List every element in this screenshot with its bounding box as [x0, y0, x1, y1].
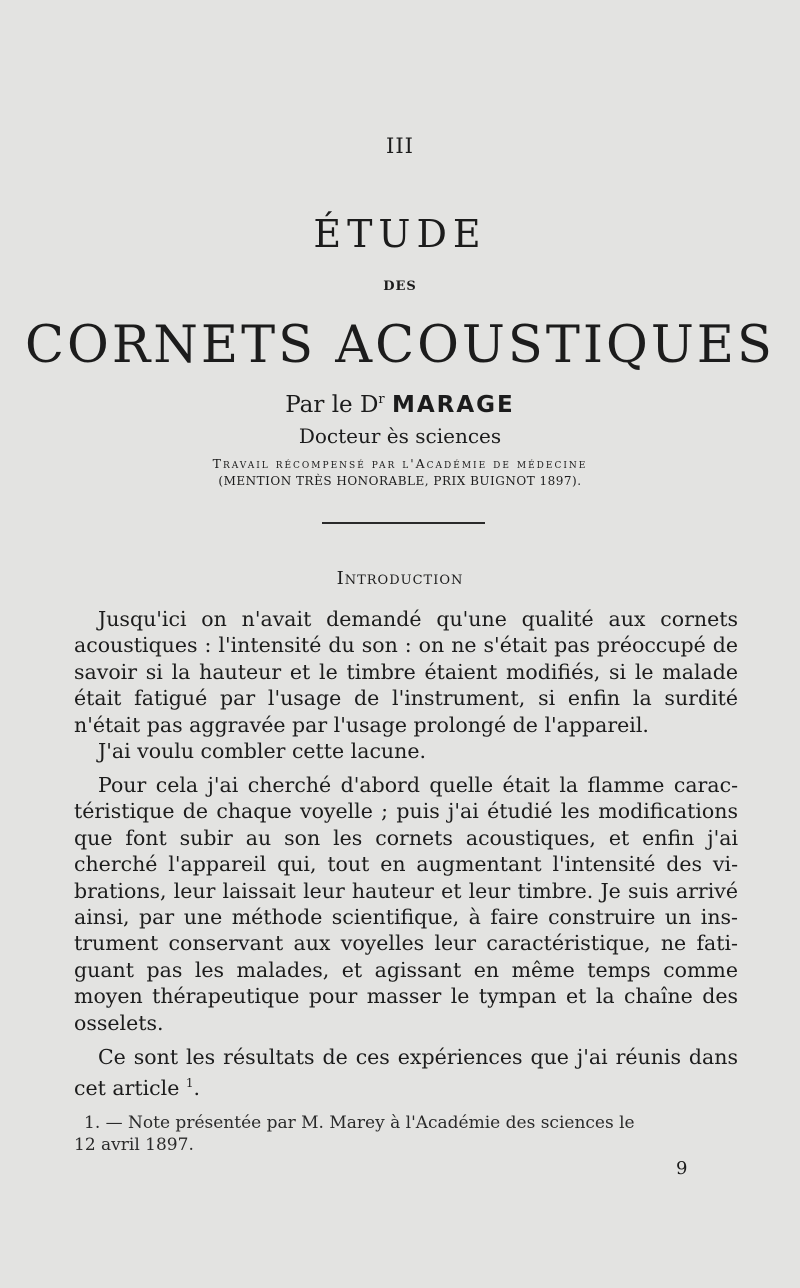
text-line: savoir si la hauteur et le timbre étaient modifiés, si le malade — [74, 659, 738, 684]
section-title: Introduction — [336, 568, 464, 589]
text-line: téristique de chaque voyelle ; puis j'ai étudié les modifications — [74, 799, 738, 824]
text-line: n'était pas aggravée par l'usage prolongé de l'appareil. — [74, 712, 649, 737]
title-line-2: CORNETS ACOUSTIQUES — [25, 316, 775, 375]
author-name: MARAGE — [391, 392, 515, 418]
text-line: J'ai voulu combler cette lacune. — [98, 739, 426, 763]
author-byline — [0, 392, 800, 418]
text-line: osselets. — [74, 1010, 164, 1035]
paragraph-3 — [74, 772, 738, 1036]
author-degree: Docteur ès sciences — [298, 424, 502, 448]
text-line: Ce sont les résultats de ces expériences que j'ai réunis dans — [98, 1045, 738, 1069]
paragraph-2 — [74, 738, 738, 764]
text-line: moyen thérapeutique pour masser le tympan et la chaîne des — [74, 984, 738, 1009]
chapter-number: III — [386, 134, 414, 158]
footnote-reference: 1 — [185, 1076, 194, 1091]
footnote-line-1: 1. — Note présentée par M. Marey à l'Académie des sciences le — [84, 1113, 635, 1133]
text-line: ainsi, par une méthode scientifique, à faire construire un ins- — [74, 905, 738, 930]
paragraph-1 — [74, 606, 738, 738]
footnote-line-2: 12 avril 1897. — [74, 1135, 194, 1155]
text-line: cherché l'appareil qui, tout en augmentant l'intensité des vi- — [74, 852, 738, 877]
award-detail: (MENTION TRÈS HONORABLE, PRIX BUIGNOT 1897). — [218, 474, 582, 488]
text-line: que font subir au son les cornets acoustiques, et enfin j'ai — [74, 825, 738, 850]
text-line: trument conservant aux voyelles leur caractéristique, ne fati- — [74, 931, 738, 956]
text-line-with-footnote: cet article $^1$. — [74, 1076, 201, 1101]
text-line: brations, leur laissait leur hauteur et leur timbre. Je suis arrivé — [74, 878, 738, 903]
text-line: était fatigué par l'usage de l'instrument, si enfin la surdité — [74, 686, 738, 711]
text-line: guant pas les malades, et agissant en même temps comme — [74, 957, 738, 982]
page-number: 9 — [676, 1158, 688, 1179]
text-line: Pour cela j'ai cherché d'abord quelle était la flamme carac- — [98, 773, 738, 797]
title-connector: DES — [383, 279, 417, 294]
author-prefix-superscript: r — [378, 392, 385, 407]
text-line: acoustiques : l'intensité du son : on ne s'était pas préoccupé de — [74, 633, 738, 658]
section-divider — [322, 522, 485, 524]
author-prefix: Par le D — [285, 392, 379, 418]
footnote — [74, 1112, 742, 1156]
award-line: Travail récompensé par l'Académie de médecine — [212, 456, 588, 471]
text-line: cet article — [74, 1076, 180, 1101]
title-line-1: ÉTUDE — [313, 212, 487, 256]
text-line: Jusqu'ici on n'avait demandé qu'une qualité aux cornets — [98, 607, 738, 631]
paragraph-4 — [74, 1044, 738, 1102]
